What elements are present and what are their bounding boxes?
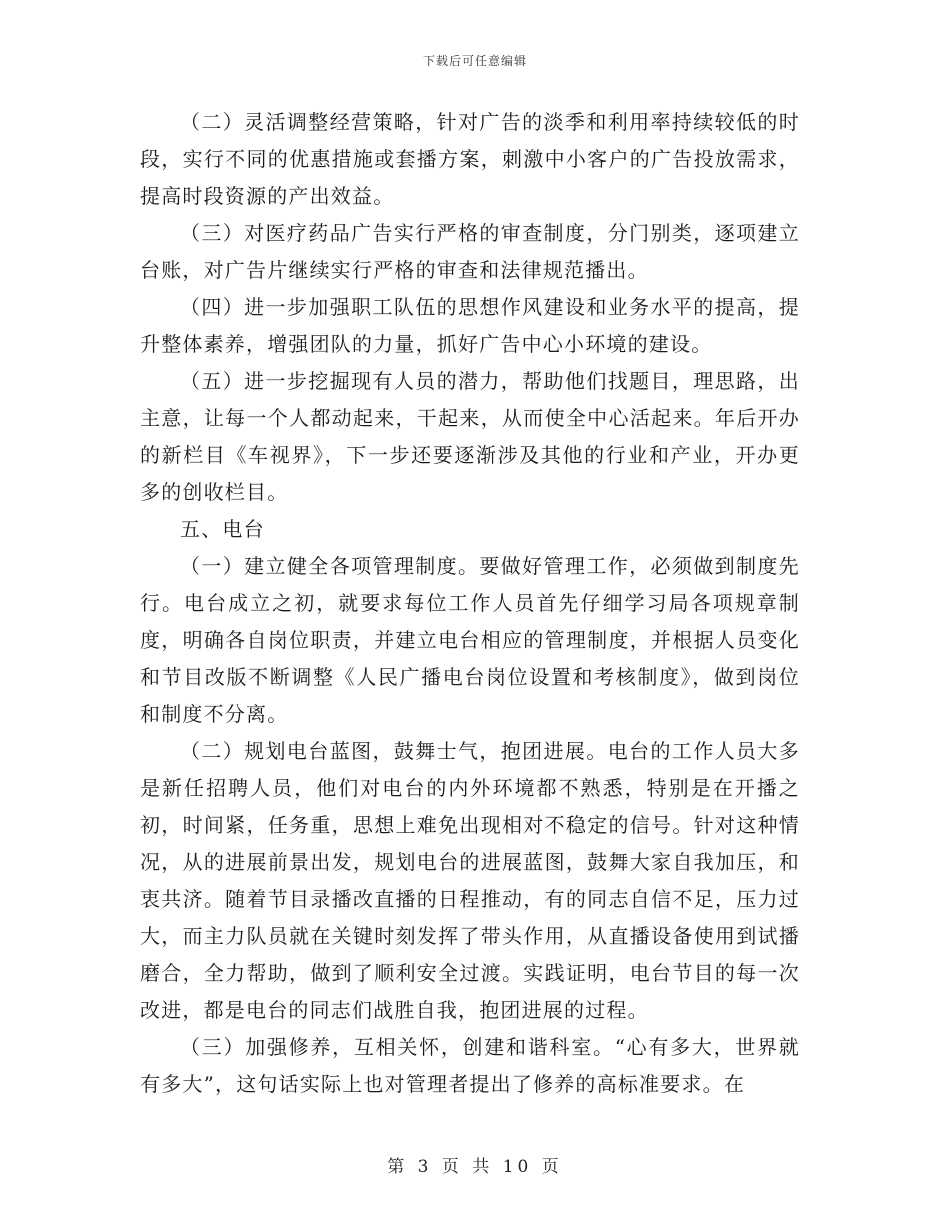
section-title-radio: 五、电台 [180,517,265,541]
radio-paragraph-1: （一）建立健全各项管理制度。要做好管理工作，必须做到制度先行。电台成立之初，就要求每位工作人员首先仔细学习局各项规章制度，明确各自岗位职责，并建立电台相应的管理制度，并根据人员变化和节目改版不断调整《人民广播电台岗位设置和考核制度》，做到岗位和制度不分离。 [140,554,800,726]
page-number-footer: 第 3 页 共 10 页 [387,1157,563,1177]
document-body [140,104,800,1103]
paragraph-3: （三）对医疗药品广告实行严格的审查制度，分门别类，逐项建立台账，对广告片继续实行严格的审查和法律规范播出。 [140,221,800,282]
paragraph-4: （四）进一步加强职工队伍的思想作风建设和业务水平的提高，提升整体素养，增强团队的力量，抓好广告中心小环境的建设。 [140,295,800,356]
radio-paragraph-3: （三）加强修养，互相关怀，创建和谐科室。“心有多大，世界就有多大”，这句话实际上也对管理者提出了修养的高标准要求。在 [140,1035,800,1096]
radio-paragraph-2: （二）规划电台蓝图，鼓舞士气，抱团进展。电台的工作人员大多是新任招聘人员，他们对电台的内外环境都不熟悉，特别是在开播之初，时间紧，任务重，思想上难免出现相对不稳定的信号。针对这种情况，从的进展前景出发，规划电台的进展蓝图，鼓舞大家自我加压，和衷共济。随着节目录播改直播的日程推动，有的同志自信不足，压力过大，而主力队员就在关键时刻发挥了带头作用，从直播设备使用到试播磨合，全力帮助，做到了顺利安全过渡。实践证明，电台节目的每一次改进，都是电台的同志们战胜自我，抱团进展的过程。 [140,739,800,1022]
page-header: 下载后可任意编辑 [422,54,527,68]
paragraph-2: （二）灵活调整经营策略，针对广告的淡季和利用率持续较低的时段，实行不同的优惠措施或套播方案，刺激中小客户的广告投放需求，提高时段资源的产出效益。 [140,110,800,208]
paragraph-5: （五）进一步挖掘现有人员的潜力，帮助他们找题目，理思路，出主意，让每一个人都动起来，干起来，从而使全中心活起来。年后开办的新栏目《车视界》，下一步还要逐渐涉及其他的行业和产业，开办更多的创收栏目。 [140,369,800,504]
